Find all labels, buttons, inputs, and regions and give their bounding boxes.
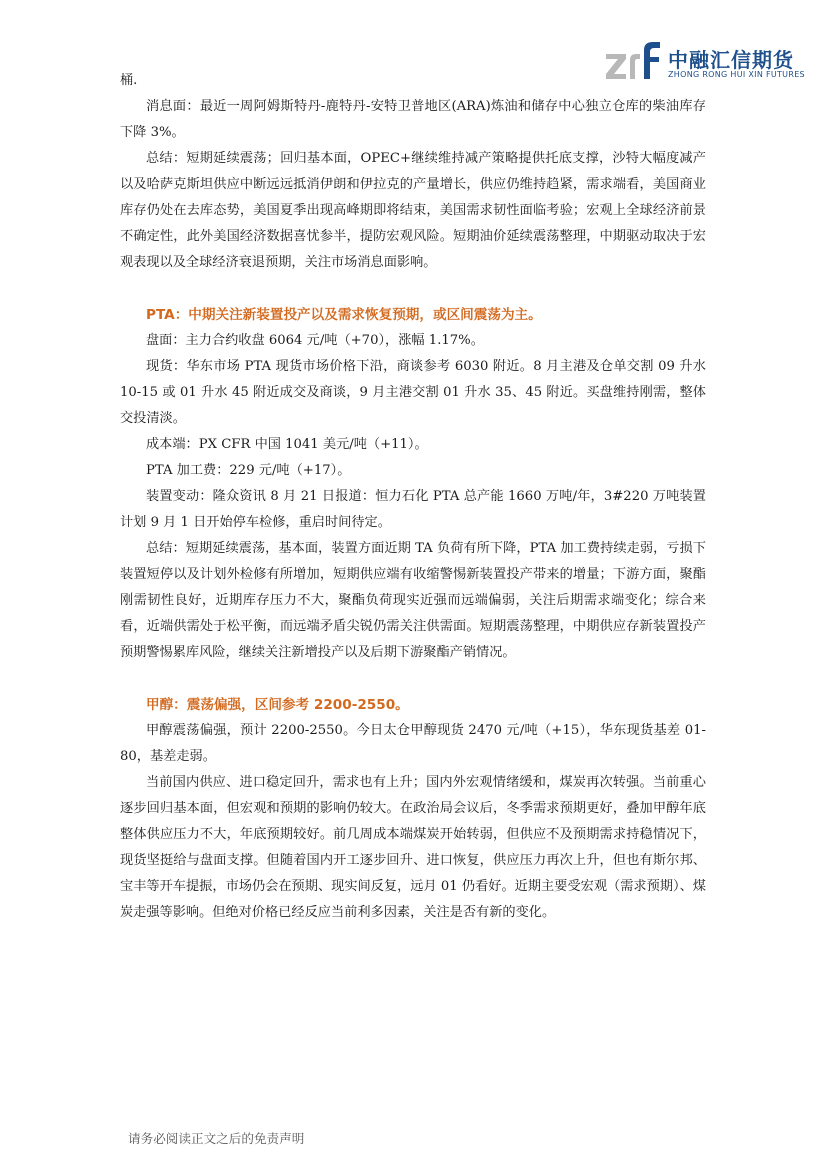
logo-chinese-name: 中融汇信期货 (668, 48, 794, 72)
crude-summary-paragraph: 总结：短期延续震荡；回归基本面，OPEC+继续维持减产策略提供托底支撑，沙特大幅度减产以及哈萨克斯坦供应中断远远抵消伊朗和伊拉克的产量增长，供应仍维持趋紧，需求端看，美国商业库存仍处在去库态势，美国夏季出现高峰期即将结束，美国需求韧性面临考验；宏观上全球经济前景不确定性，此外美国经济数据喜忧参半，提防宏观风险。短期油价延续震荡整理，中期驱动取决于宏观表现以及全球经济衰退预期，关注市场消息面影响。 (120, 151, 706, 270)
pta-section-heading: PTA：中期关注新装置投产以及需求恢复预期，或区间震荡为主。 (146, 307, 542, 323)
crude-tail-text: 桶. (120, 73, 138, 88)
disclaimer-footer: 请务必阅读正文之后的免责声明 (128, 1131, 305, 1146)
methanol-paragraph-1: 甲醇震荡偏强，预计 2200-2550。今日太仓甲醇现货 2470 元/吨（+15），华东现货基差 01-80，基差走弱。 (120, 723, 706, 764)
logo-english-name: ZHONG RONG HUI XIN FUTURES (668, 70, 805, 79)
pta-device-paragraph: 装置变动：隆众资讯 8 月 21 日报道：恒力石化 PTA 总产能 1660 万吨/年，3#220 万吨装置计划 9 月 1 日开始停车检修，重启时间待定。 (120, 489, 706, 530)
pta-market-paragraph: 盘面：主力合约收盘 6064 元/吨（+70），涨幅 1.17%。 (146, 333, 484, 348)
pta-spot-paragraph: 现货：华东市场 PTA 现货市场价格下沿，商谈参考 6030 附近。8 月主港及仓单交割 09 升水 10-15 或 01 升水 45 附近成交及商谈，9 月主港交割 01 升水 35、45 附近。买盘维持刚需，整体交投清淡。 (120, 359, 706, 426)
methanol-paragraph-2: 当前国内供应、进口稳定回升，需求也有上升；国内外宏观情绪缓和，煤炭再次转强。当前重心逐步回归基本面，但宏观和预期的影响仍较大。在政治局会议后，冬季需求预期更好，叠加甲醇年底整体供应压力不大，年底预期较好。前几周成本端煤炭开始转弱，但供应不及预期需求持稳情况下，现货坚挺给与盘面支撑。但随着国内开工逐步回升、进口恢复，供应压力再次上升，但也有斯尔邦、宝丰等开车提振，市场仍会在预期、现实间反复，远月 01 仍看好。近期主要受宏观（需求预期）、煤炭走强等影响。但绝对价格已经反应当前利多因素，关注是否有新的变化。 (120, 775, 706, 920)
pta-summary-paragraph: 总结：短期延续震荡，基本面，装置方面近期 TA 负荷有所下降，PTA 加工费持续走弱，亏损下装置短停以及计划外检修有所增加，短期供应端有收缩警惕新装置投产带来的增量；下游方面，聚酯刚需韧性良好，近期库存压力不大，聚酯负荷现实近强而远端偏弱，关注后期需求端变化；综合来看，近端供需处于松平衡，而远端矛盾尖锐仍需关注供需面。短期震荡整理，中期供应存新装置投产预期警惕累库风险，继续关注新增投产以及后期下游聚酯产销情况。 (120, 541, 706, 660)
report-body (120, 68, 706, 926)
methanol-section-heading: 甲醇：震荡偏强，区间参考 2200-2550。 (146, 697, 409, 713)
pta-processing-fee-paragraph: PTA 加工费：229 元/吨（+17）。 (146, 463, 351, 478)
pta-cost-paragraph: 成本端：PX CFR 中国 1041 美元/吨（+11）。 (146, 437, 428, 452)
crude-news-paragraph: 消息面：最近一周阿姆斯特丹-鹿特丹-安特卫普地区(ARA)炼油和储存中心独立仓库的柴油库存下降 3%。 (120, 99, 706, 140)
